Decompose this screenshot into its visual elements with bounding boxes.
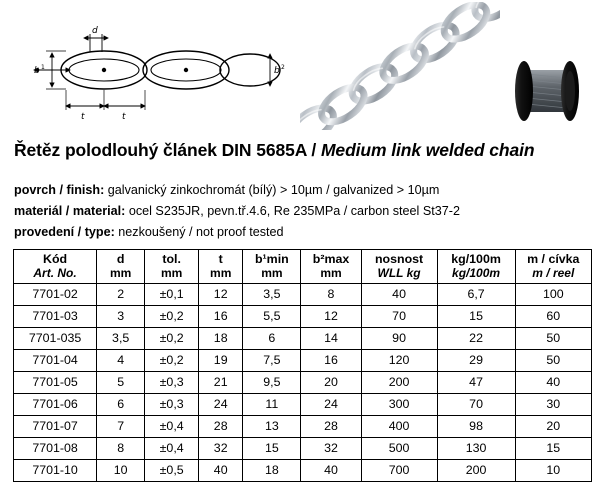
spec-value-finish-cz: galvanický zinkochromát (bílý) > 10µm	[107, 183, 323, 197]
th-b2max-line1: b²max	[312, 252, 350, 266]
cell-b2max: 16	[301, 350, 361, 372]
svg-text:d: d	[92, 26, 98, 36]
th-weight-line2: kg/100m	[452, 266, 501, 280]
cell-d: 4	[97, 350, 145, 372]
chain-dimension-diagram	[26, 22, 291, 122]
spec-value-material-en: carbon steel St37-2	[350, 204, 460, 218]
cell-reel: 50	[515, 328, 591, 350]
spec-label-material-sep: /	[62, 204, 73, 218]
th-wll	[361, 250, 437, 284]
svg-text:t: t	[81, 112, 85, 122]
cell-tol: ±0,4	[145, 438, 199, 460]
cell-reel: 15	[515, 438, 591, 460]
th-b2max	[301, 250, 361, 284]
cell-b2max: 14	[301, 328, 361, 350]
cell-weight: 70	[437, 394, 515, 416]
chain-reel-photo	[500, 56, 592, 128]
cell-wll: 500	[361, 438, 437, 460]
cell-reel: 40	[515, 372, 591, 394]
spec-label-material-cz: materiál	[14, 204, 63, 218]
spec-table-body	[14, 284, 592, 482]
cell-weight: 29	[437, 350, 515, 372]
th-d-line1: d	[116, 252, 125, 266]
table-header-row	[14, 250, 592, 284]
chain-photo	[300, 2, 500, 130]
cell-wll: 120	[361, 350, 437, 372]
spec-label-type-sep: /	[74, 225, 85, 239]
table-row	[14, 460, 592, 482]
cell-art-no: 7701-07	[14, 416, 97, 438]
cell-b1min: 18	[243, 460, 301, 482]
spec-row-material	[14, 201, 599, 222]
th-t	[199, 250, 243, 284]
cell-b2max: 8	[301, 284, 361, 306]
spec-value-material-cz: ocel S235JR, pevn.tř.4.6, Re 235MPa	[128, 204, 341, 218]
cell-d: 8	[97, 438, 145, 460]
cell-art-no: 7701-02	[14, 284, 97, 306]
cell-tol: ±0,3	[145, 394, 199, 416]
th-t-line2: mm	[210, 266, 232, 280]
cell-b2max: 12	[301, 306, 361, 328]
table-row	[14, 416, 592, 438]
cell-b1min: 5,5	[243, 306, 301, 328]
spec-value-finish-en: galvanized > 10µm	[333, 183, 440, 197]
cell-reel: 10	[515, 460, 591, 482]
cell-wll: 70	[361, 306, 437, 328]
cell-b1min: 11	[243, 394, 301, 416]
th-d-line2: mm	[109, 266, 132, 280]
table-row	[14, 350, 592, 372]
cell-wll: 90	[361, 328, 437, 350]
th-t-line1: t	[218, 252, 223, 266]
th-reel-line1: m / cívka	[527, 252, 580, 266]
th-tol-line2: mm	[160, 266, 183, 280]
cell-t: 28	[199, 416, 243, 438]
svg-text:b: b	[34, 66, 40, 76]
product-title-cz: Řetěz polodlouhý článek DIN 5685A	[14, 140, 307, 160]
cell-weight: 200	[437, 460, 515, 482]
th-reel-line2: m / reel	[532, 266, 575, 280]
spec-value-type-sep: /	[185, 225, 197, 239]
svg-text:1: 1	[41, 64, 45, 71]
cell-t: 32	[199, 438, 243, 460]
cell-tol: ±0,2	[145, 306, 199, 328]
table-row	[14, 438, 592, 460]
cell-b1min: 6	[243, 328, 301, 350]
spec-label-finish-colon: :	[100, 183, 105, 197]
cell-b2max: 28	[301, 416, 361, 438]
product-title-en: Medium link welded chain	[320, 140, 535, 160]
cell-d: 2	[97, 284, 145, 306]
spec-table	[13, 249, 592, 482]
th-art-no	[14, 250, 97, 284]
spec-label-material-colon: :	[121, 204, 126, 218]
cell-d: 10	[97, 460, 145, 482]
cell-b1min: 7,5	[243, 350, 301, 372]
cell-weight: 130	[437, 438, 515, 460]
spec-table-head	[14, 250, 592, 284]
table-row	[14, 306, 592, 328]
spec-value-material-sep: /	[340, 204, 351, 218]
cell-d: 5	[97, 372, 145, 394]
cell-reel: 20	[515, 416, 591, 438]
spec-table-wrapper	[13, 249, 592, 482]
cell-art-no: 7701-10	[14, 460, 97, 482]
th-wll-line1: nosnost	[374, 252, 424, 266]
cell-d: 7	[97, 416, 145, 438]
cell-weight: 98	[437, 416, 515, 438]
th-b1min-line1: b¹min	[254, 252, 289, 266]
svg-text:t: t	[122, 112, 126, 122]
cell-art-no: 7701-035	[14, 328, 97, 350]
spec-row-finish	[14, 180, 599, 201]
cell-b2max: 32	[301, 438, 361, 460]
spec-value-type-cz: nezkoušený	[118, 225, 186, 239]
spec-label-finish-en: finish	[66, 183, 101, 197]
illustration-area	[0, 0, 605, 130]
cell-tol: ±0,2	[145, 350, 199, 372]
svg-text:2: 2	[281, 64, 285, 71]
product-title-separator: /	[306, 140, 321, 160]
cell-reel: 100	[515, 284, 591, 306]
spec-row-type	[14, 222, 599, 243]
spec-label-finish-sep: /	[56, 183, 67, 197]
table-row	[14, 372, 592, 394]
th-art-no-line2: Art. No.	[33, 266, 77, 280]
cell-art-no: 7701-05	[14, 372, 97, 394]
th-tol	[145, 250, 199, 284]
cell-weight: 22	[437, 328, 515, 350]
cell-d: 6	[97, 394, 145, 416]
th-wll-line2: WLL kg	[377, 266, 421, 280]
cell-art-no: 7701-04	[14, 350, 97, 372]
cell-t: 40	[199, 460, 243, 482]
cell-t: 18	[199, 328, 243, 350]
spec-label-type-cz: provedení	[14, 225, 75, 239]
th-reel	[515, 250, 591, 284]
svg-text:b: b	[274, 66, 280, 76]
th-b1min-line2: mm	[261, 266, 283, 280]
table-row	[14, 284, 592, 306]
cell-tol: ±0,3	[145, 372, 199, 394]
th-art-no-line1: Kód	[43, 252, 68, 266]
table-row	[14, 328, 592, 350]
cell-d: 3,5	[97, 328, 145, 350]
cell-wll: 40	[361, 284, 437, 306]
cell-t: 24	[199, 394, 243, 416]
cell-b2max: 20	[301, 372, 361, 394]
cell-art-no: 7701-08	[14, 438, 97, 460]
cell-wll: 200	[361, 372, 437, 394]
cell-b1min: 15	[243, 438, 301, 460]
cell-tol: ±0,1	[145, 284, 199, 306]
cell-reel: 60	[515, 306, 591, 328]
cell-art-no: 7701-03	[14, 306, 97, 328]
th-b1min	[243, 250, 301, 284]
table-row	[14, 394, 592, 416]
cell-wll: 300	[361, 394, 437, 416]
cell-d: 3	[97, 306, 145, 328]
cell-t: 19	[199, 350, 243, 372]
product-title	[14, 140, 594, 161]
spec-label-type-en: type	[84, 225, 111, 239]
th-tol-line1: tol.	[162, 252, 181, 266]
th-weight-line1: kg/100m	[451, 252, 501, 266]
spec-label-finish-cz: povrch	[14, 183, 56, 197]
cell-b1min: 3,5	[243, 284, 301, 306]
cell-wll: 700	[361, 460, 437, 482]
spec-label-type-colon: :	[110, 225, 115, 239]
cell-weight: 15	[437, 306, 515, 328]
cell-reel: 50	[515, 350, 591, 372]
spec-value-type-en: not proof tested	[196, 225, 284, 239]
th-b2max-line2: mm	[320, 266, 342, 280]
cell-b2max: 40	[301, 460, 361, 482]
cell-t: 16	[199, 306, 243, 328]
cell-weight: 47	[437, 372, 515, 394]
th-d	[97, 250, 145, 284]
cell-tol: ±0,5	[145, 460, 199, 482]
cell-wll: 400	[361, 416, 437, 438]
cell-b1min: 9,5	[243, 372, 301, 394]
cell-b2max: 24	[301, 394, 361, 416]
cell-tol: ±0,4	[145, 416, 199, 438]
cell-art-no: 7701-06	[14, 394, 97, 416]
cell-t: 21	[199, 372, 243, 394]
spec-label-material-en: material	[72, 204, 122, 218]
cell-t: 12	[199, 284, 243, 306]
cell-reel: 30	[515, 394, 591, 416]
cell-weight: 6,7	[437, 284, 515, 306]
cell-b1min: 13	[243, 416, 301, 438]
cell-tol: ±0,2	[145, 328, 199, 350]
spec-list	[14, 180, 599, 243]
spec-value-finish-sep: /	[322, 183, 334, 197]
th-weight	[437, 250, 515, 284]
